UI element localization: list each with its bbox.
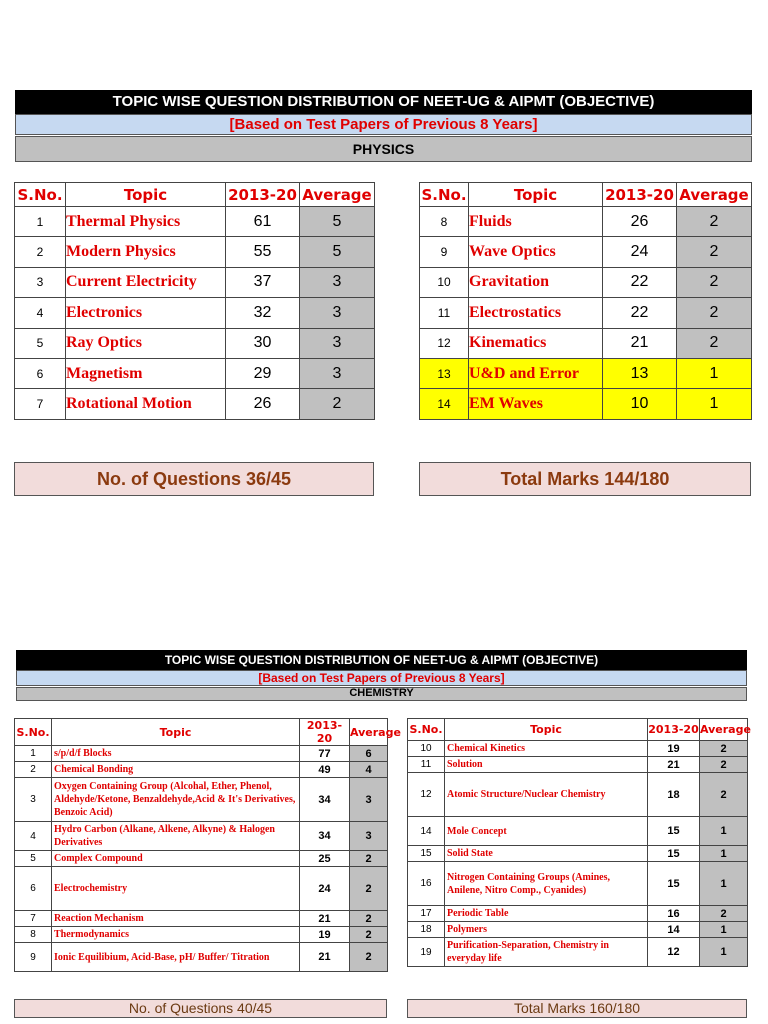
row-topic: Ionic Equilibium, Acid-Base, pH/ Buffer/ Titration (52, 943, 300, 972)
row-average: 3 (300, 298, 375, 328)
row-average: 4 (350, 762, 388, 778)
table-row (15, 822, 388, 851)
row-topic: Thermodynamics (52, 927, 300, 943)
row-topic: U&D and Error (469, 358, 603, 388)
chemistry-subtitle-bar: [Based on Test Papers of Previous 8 Years] (16, 670, 747, 686)
row-sno: 14 (408, 817, 445, 846)
row-average: 3 (350, 778, 388, 822)
table-row (420, 267, 752, 297)
header-topic: Topic (469, 183, 603, 207)
row-count: 26 (603, 207, 677, 237)
row-topic: Ray Optics (66, 328, 226, 358)
row-count: 21 (300, 911, 350, 927)
table-row (15, 207, 375, 237)
row-count: 49 (300, 762, 350, 778)
row-average: 3 (300, 328, 375, 358)
table-row (15, 298, 375, 328)
table-row (408, 922, 748, 938)
table-row (408, 757, 748, 773)
row-count: 16 (648, 906, 700, 922)
row-average: 5 (300, 207, 375, 237)
row-topic: Fluids (469, 207, 603, 237)
row-sno: 6 (15, 358, 66, 388)
table-row (408, 938, 748, 967)
row-count: 15 (648, 846, 700, 862)
row-average: 2 (350, 927, 388, 943)
table-row (15, 762, 388, 778)
row-average: 2 (350, 911, 388, 927)
row-average: 2 (300, 389, 375, 419)
row-average: 6 (350, 746, 388, 762)
header-topic: Topic (66, 183, 226, 207)
row-sno: 17 (408, 906, 445, 922)
row-topic: Hydro Carbon (Alkane, Alkene, Alkyne) & Halogen Derivatives (52, 822, 300, 851)
row-topic: Modern Physics (66, 237, 226, 267)
table-row (408, 741, 748, 757)
row-average: 1 (677, 389, 752, 419)
header-sno: S.No. (420, 183, 469, 207)
row-sno: 11 (408, 757, 445, 773)
header-average: Average (677, 183, 752, 207)
table-header-row (420, 183, 752, 207)
row-sno: 11 (420, 298, 469, 328)
row-sno: 13 (420, 358, 469, 388)
row-count: 22 (603, 267, 677, 297)
row-count: 13 (603, 358, 677, 388)
row-topic: Complex Compound (52, 851, 300, 867)
row-topic: Nitrogen Containing Groups (Amines, Anilene, Nitro Comp., Cyanides) (445, 862, 648, 906)
row-topic: Atomic Structure/Nuclear Chemistry (445, 773, 648, 817)
header-years: 2013-20 (603, 183, 677, 207)
row-sno: 18 (408, 922, 445, 938)
row-topic: Electrostatics (469, 298, 603, 328)
row-average: 1 (700, 846, 748, 862)
row-average: 3 (300, 358, 375, 388)
row-count: 26 (226, 389, 300, 419)
row-sno: 10 (420, 267, 469, 297)
chemistry-table-left (14, 718, 401, 972)
table-row (15, 927, 388, 943)
row-topic: Mole Concept (445, 817, 648, 846)
row-sno: 15 (408, 846, 445, 862)
row-sno: 3 (15, 267, 66, 297)
row-sno: 7 (15, 389, 66, 419)
row-topic: Magnetism (66, 358, 226, 388)
table-header-row (15, 719, 388, 746)
row-topic: Solution (445, 757, 648, 773)
row-sno: 1 (15, 746, 52, 762)
row-count: 21 (648, 757, 700, 773)
row-sno: 8 (420, 207, 469, 237)
row-sno: 2 (15, 237, 66, 267)
row-count: 18 (648, 773, 700, 817)
row-topic: Wave Optics (469, 237, 603, 267)
table-row (15, 943, 388, 972)
row-average: 2 (700, 906, 748, 922)
row-topic: s/p/d/f Blocks (52, 746, 300, 762)
table-row (420, 237, 752, 267)
row-topic: Electronics (66, 298, 226, 328)
physics-title-bar: TOPIC WISE QUESTION DISTRIBUTION OF NEET-UG & AIPMT (OBJECTIVE) (15, 90, 752, 114)
row-sno: 9 (15, 943, 52, 972)
table-row (15, 746, 388, 762)
table-row (15, 867, 388, 911)
row-sno: 12 (420, 328, 469, 358)
row-average: 1 (677, 358, 752, 388)
row-count: 37 (226, 267, 300, 297)
row-count: 61 (226, 207, 300, 237)
header-years: 2013-20 (648, 719, 700, 741)
row-count: 25 (300, 851, 350, 867)
row-sno: 1 (15, 207, 66, 237)
row-topic: Rotational Motion (66, 389, 226, 419)
row-count: 34 (300, 822, 350, 851)
row-average: 2 (677, 237, 752, 267)
row-sno: 4 (15, 298, 66, 328)
chemistry-subject-bar: CHEMISTRY (16, 687, 747, 701)
row-count: 19 (300, 927, 350, 943)
table-row (15, 358, 375, 388)
row-topic: Solid State (445, 846, 648, 862)
table-row (15, 851, 388, 867)
row-average: 5 (300, 237, 375, 267)
row-sno: 6 (15, 867, 52, 911)
table-row (408, 906, 748, 922)
row-count: 21 (300, 943, 350, 972)
row-sno: 7 (15, 911, 52, 927)
row-count: 15 (648, 862, 700, 906)
table-row (408, 773, 748, 817)
row-topic: Thermal Physics (66, 207, 226, 237)
row-average: 2 (350, 867, 388, 911)
row-average: 1 (700, 862, 748, 906)
row-sno: 4 (15, 822, 52, 851)
row-topic: Electrochemistry (52, 867, 300, 911)
row-count: 30 (226, 328, 300, 358)
row-count: 32 (226, 298, 300, 328)
row-average: 1 (700, 817, 748, 846)
table-row (15, 267, 375, 297)
row-average: 3 (300, 267, 375, 297)
row-sno: 5 (15, 851, 52, 867)
row-count: 15 (648, 817, 700, 846)
table-row (408, 862, 748, 906)
row-topic: Oxygen Containing Group (Alcohal, Ether, Phenol, Aldehyde/Ketone, Benzaldehyde,Acid & It's Derivatives, Benzoic Acid) (52, 778, 300, 822)
row-average: 3 (350, 822, 388, 851)
row-count: 29 (226, 358, 300, 388)
chemistry-table-right (407, 718, 751, 967)
physics-subtitle-bar: [Based on Test Papers of Previous 8 Years] (15, 114, 752, 135)
row-topic: Chemical Kinetics (445, 741, 648, 757)
chemistry-marks-summary: Total Marks 160/180 (407, 999, 747, 1018)
table-row (15, 778, 388, 822)
table-header-row (15, 183, 375, 207)
row-sno: 9 (420, 237, 469, 267)
row-count: 22 (603, 298, 677, 328)
row-average: 1 (700, 922, 748, 938)
row-sno: 3 (15, 778, 52, 822)
row-sno: 2 (15, 762, 52, 778)
table-row (408, 817, 748, 846)
header-years: 2013-20 (300, 719, 350, 746)
row-average: 2 (677, 328, 752, 358)
table-row (420, 328, 752, 358)
table-row (420, 207, 752, 237)
row-count: 34 (300, 778, 350, 822)
row-count: 12 (648, 938, 700, 967)
row-average: 1 (700, 938, 748, 967)
header-sno: S.No. (15, 183, 66, 207)
table-row (408, 846, 748, 862)
table-row (15, 911, 388, 927)
row-topic: Current Electricity (66, 267, 226, 297)
row-average: 2 (350, 943, 388, 972)
table-header-row (408, 719, 748, 741)
row-average: 2 (677, 267, 752, 297)
physics-questions-summary: No. of Questions 36/45 (14, 462, 374, 496)
row-topic: EM Waves (469, 389, 603, 419)
row-sno: 12 (408, 773, 445, 817)
row-count: 24 (603, 237, 677, 267)
physics-table-right (419, 182, 752, 420)
row-average: 2 (700, 741, 748, 757)
row-count: 24 (300, 867, 350, 911)
header-average: Average (700, 719, 748, 741)
physics-table-left (14, 182, 375, 420)
row-sno: 8 (15, 927, 52, 943)
table-row-highlighted (420, 358, 752, 388)
row-average: 2 (700, 773, 748, 817)
row-count: 10 (603, 389, 677, 419)
row-count: 77 (300, 746, 350, 762)
row-topic: Purification-Separation, Chemistry in everyday life (445, 938, 648, 967)
header-topic: Topic (52, 719, 300, 746)
row-count: 21 (603, 328, 677, 358)
row-topic: Periodic Table (445, 906, 648, 922)
header-average: Average (350, 719, 388, 746)
row-sno: 16 (408, 862, 445, 906)
physics-marks-summary: Total Marks 144/180 (419, 462, 751, 496)
row-topic: Chemical Bonding (52, 762, 300, 778)
header-sno: S.No. (408, 719, 445, 741)
table-row (15, 328, 375, 358)
header-topic: Topic (445, 719, 648, 741)
table-row (15, 389, 375, 419)
row-average: 2 (677, 207, 752, 237)
row-topic: Gravitation (469, 267, 603, 297)
row-sno: 10 (408, 741, 445, 757)
row-sno: 5 (15, 328, 66, 358)
row-average: 2 (677, 298, 752, 328)
row-count: 14 (648, 922, 700, 938)
row-topic: Polymers (445, 922, 648, 938)
row-average: 2 (700, 757, 748, 773)
row-topic: Reaction Mechanism (52, 911, 300, 927)
row-count: 55 (226, 237, 300, 267)
header-average: Average (300, 183, 375, 207)
chemistry-title-bar: TOPIC WISE QUESTION DISTRIBUTION OF NEET-UG & AIPMT (OBJECTIVE) (16, 650, 747, 670)
row-count: 19 (648, 741, 700, 757)
header-sno: S.No. (15, 719, 52, 746)
row-average: 2 (350, 851, 388, 867)
header-years: 2013-20 (226, 183, 300, 207)
table-row (420, 298, 752, 328)
row-sno: 19 (408, 938, 445, 967)
physics-subject-bar: PHYSICS (15, 136, 752, 162)
row-topic: Kinematics (469, 328, 603, 358)
row-sno: 14 (420, 389, 469, 419)
chemistry-questions-summary: No. of Questions 40/45 (14, 999, 387, 1018)
table-row-highlighted (420, 389, 752, 419)
table-row (15, 237, 375, 267)
